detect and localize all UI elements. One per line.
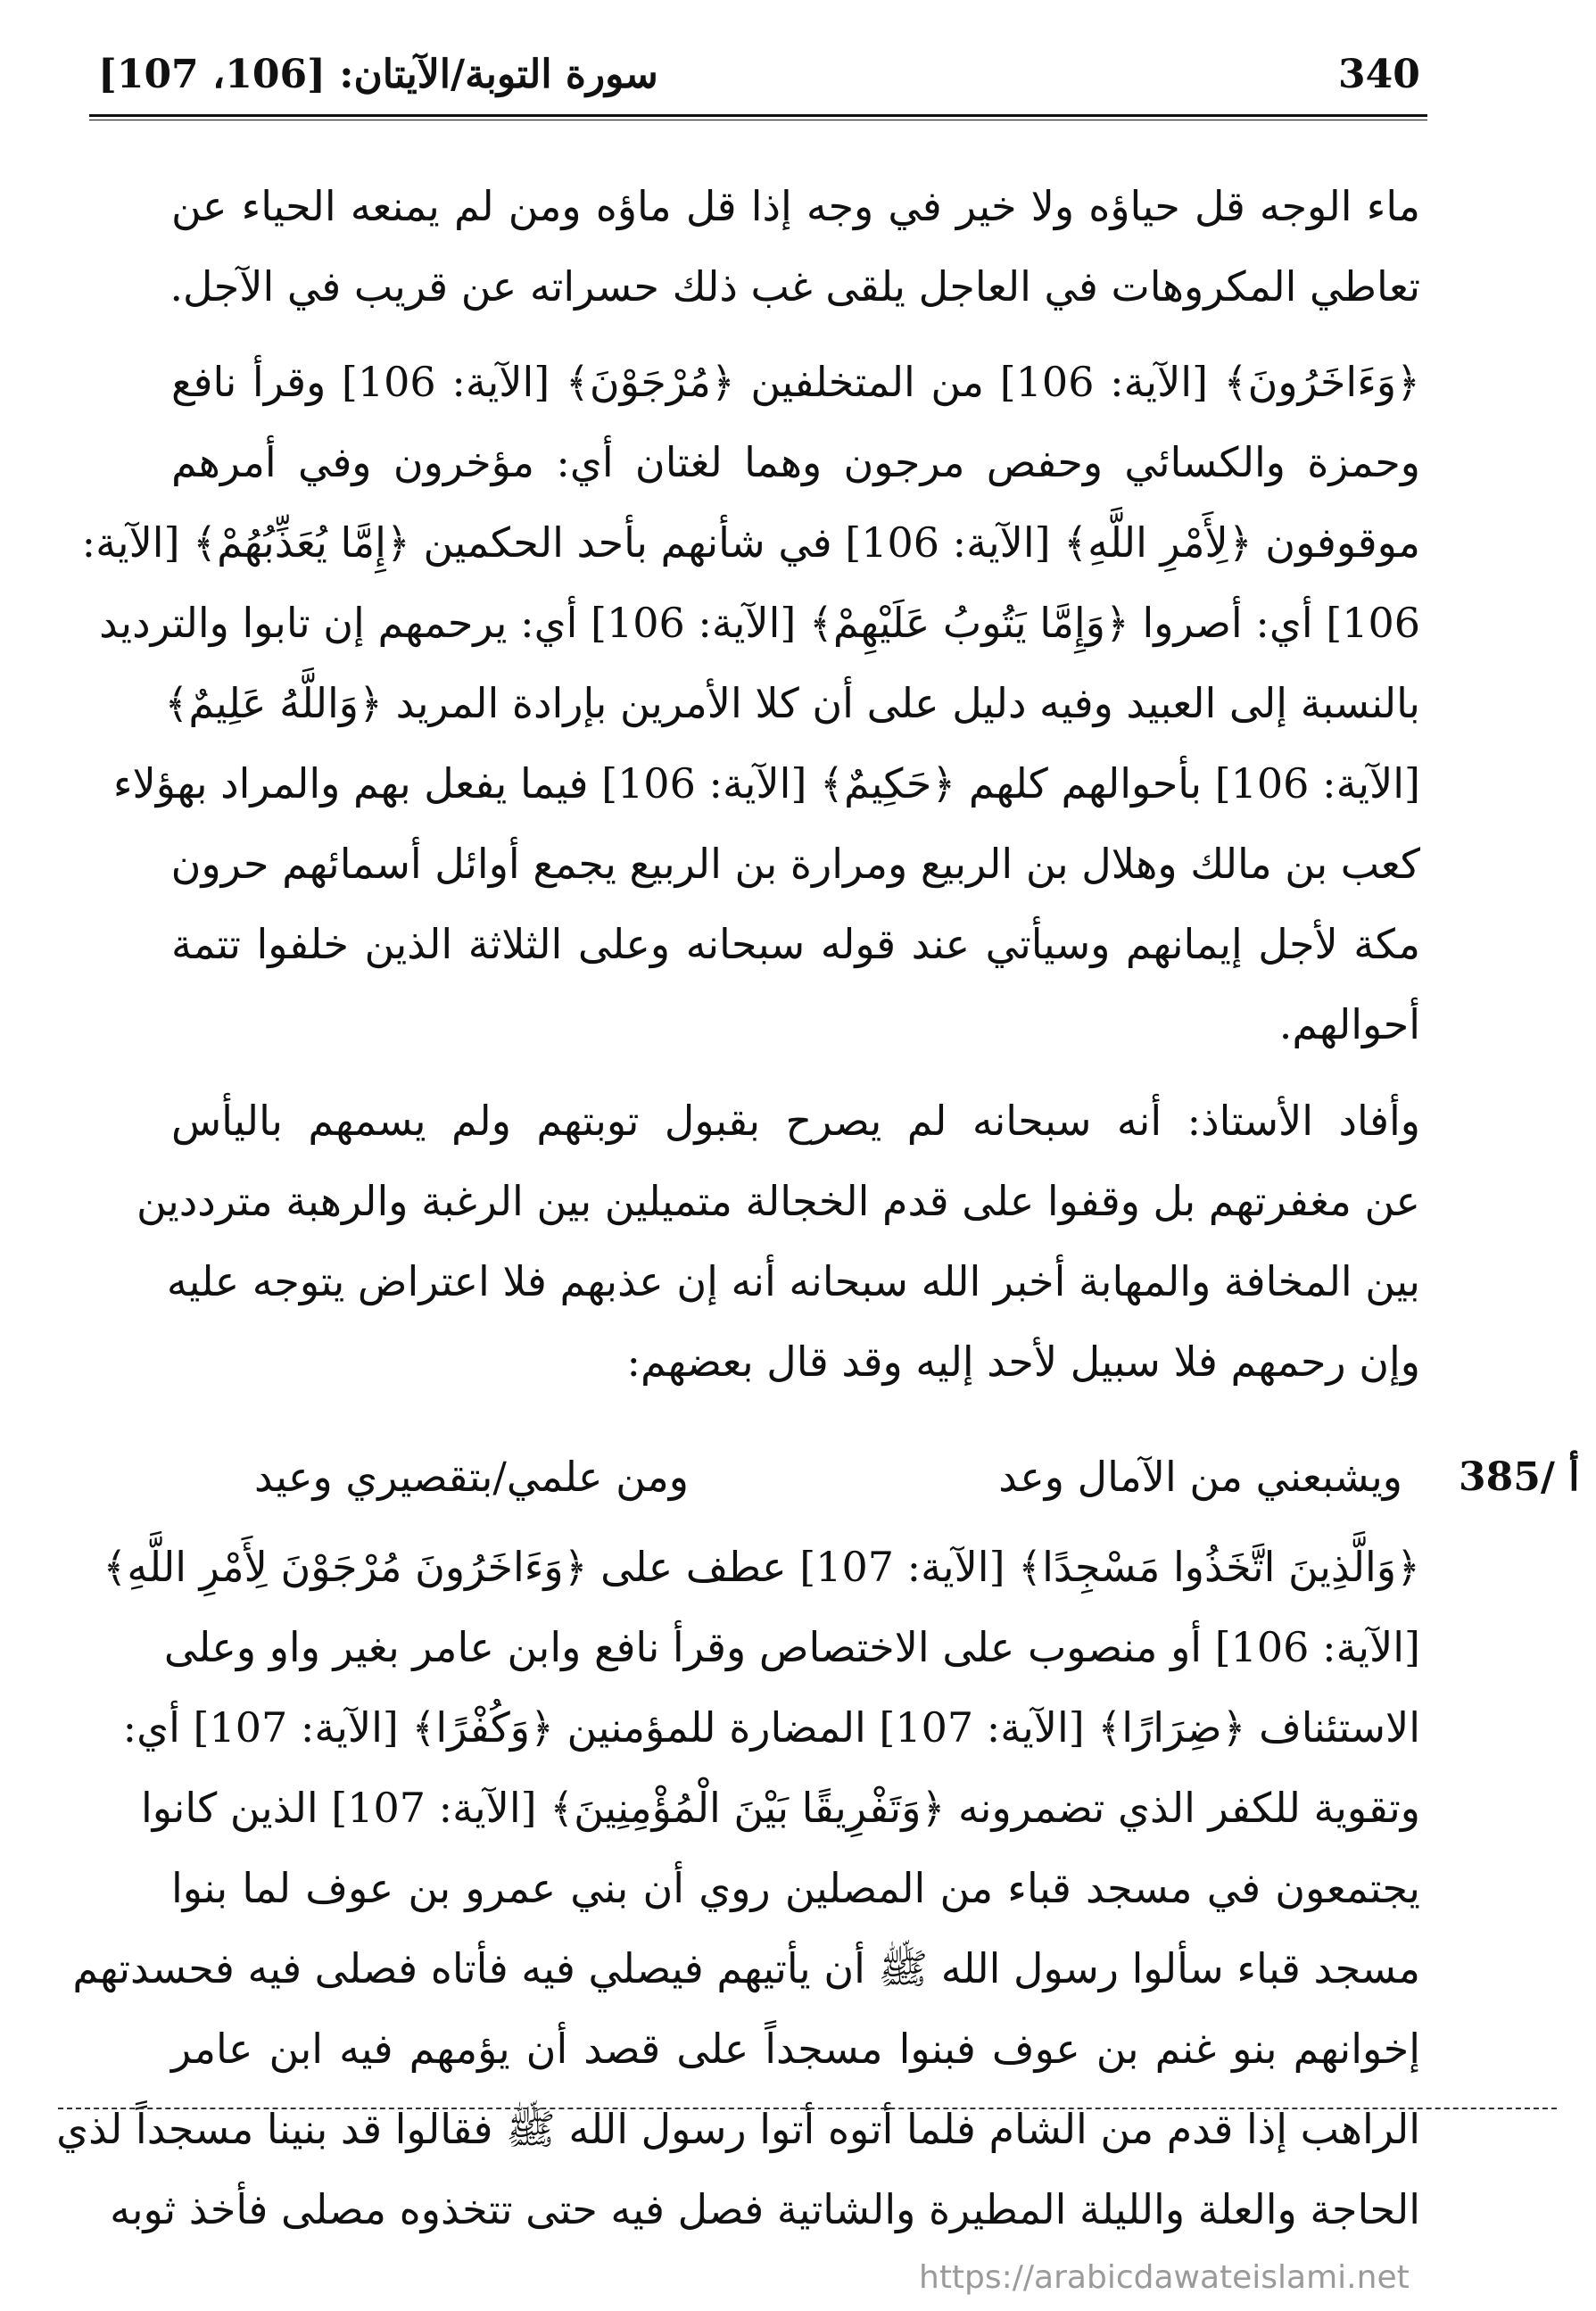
text-line: ﴿وَءَاخَرُونَ﴾ [الآية: 106] من المتخلفين ﴿مُرْجَوْنَ﴾ [الآية: 106] وقرأ نافع: [171, 358, 1420, 406]
text-line: مكة لأجل إيمانهم وسيأتي عند قوله سبحانه وعلى الثلاثة الذين خلفوا تتمة: [171, 920, 1420, 968]
text-line: تعاطي المكروهات في العاجل يلقى غب ذلك حسراته عن قريب في الآجل.: [170, 262, 1420, 311]
watermark-url: https://arabicdawateislami.net: [919, 2259, 1410, 2296]
text-line: عن مغفرتهم بل وقفوا على قدم الخجالة متميلين بين الرغبة والرهبة مترددين: [136, 1177, 1420, 1225]
poem-line: [171, 1453, 1420, 1501]
text-line: يجتمعون في مسجد قباء من المصلين روي أن بني عمرو بن عوف لما بنوا: [171, 1864, 1420, 1912]
text-line: كعب بن مالك وهلال بن الربيع ومرارة بن الربيع يجمع أوائل أسمائهم حرون: [170, 840, 1420, 888]
running-title: سورة التوبة/الآيتان: [106، 107]: [98, 52, 658, 97]
text-line: وتقوية للكفر الذي تضمرونه ﴿وَتَفْرِيقًا بَيْنَ الْمُؤْمِنِينَ﴾ [الآية: 107] الذين كانوا: [141, 1784, 1420, 1832]
text-line: وأفاد الأستاذ: أنه سبحانه لم يصرح بقبول توبتهم ولم يسمهم باليأس: [171, 1097, 1420, 1145]
text-line: [الآية: 106] بأحوالهم كلهم ﴿حَكِيمٌ﴾ [الآية: 106] فيما يفعل بهم والمراد بهؤلاء: [112, 759, 1420, 808]
text-line: ماء الوجه قل حياؤه ولا خير في وجه إذا قل ماؤه ومن لم يمنعه الحياء عن: [171, 182, 1420, 230]
text-line: [الآية: 106] أو منصوب على الاختصاص وقرأ نافع وابن عامر بغير واو وعلى: [163, 1623, 1420, 1671]
page-break-dashed-rule: [58, 2108, 1557, 2109]
text-line: وإن رحمهم فلا سبيل لأحد إليه وقد قال بعضهم:: [626, 1338, 1420, 1386]
text-line: أحوالهم.: [1278, 1000, 1420, 1048]
poem-first-hemistich: ويشبعني من الآمال وعد: [998, 1453, 1402, 1501]
text-line: إخوانهم بنو غنم بن عوف فبنوا مسجداً على قصد أن يؤمهم فيه ابن عامر: [171, 2025, 1420, 2073]
margin-note: 385/ أ: [1459, 1454, 1580, 1500]
header-rule: [89, 114, 1427, 120]
poem-second-hemistich: ومن علمي/بتقصيري وعيد: [253, 1453, 689, 1501]
text-line: مسجد قباء سألوا رسول الله ﷺ أن يأتيهم فيصلي فيه فأتاه فصلى فيه فحسدتهم: [72, 1944, 1420, 1992]
text-line: بين المخافة والمهابة أخبر الله سبحانه أنه إن عذبهم فلا اعتراض يتوجه عليه: [166, 1257, 1420, 1305]
text-line: ﴿وَالَّذِينَ اتَّخَذُوا مَسْجِدًا﴾ [الآية: 107] عطف على ﴿وَءَاخَرُونَ مُرْجَوْنَ لِأَمْرِ اللَّهِ﴾: [103, 1543, 1420, 1591]
text-line: الراهب إذا قدم من الشام فلما أتوه أتوا رسول الله ﷺ فقالوا قد بنينا مسجداً لذي: [56, 2105, 1420, 2153]
text-line: وحمزة والكسائي وحفص مرجون وهما لغتان أي: مؤخرون وفي أمرهم: [171, 438, 1420, 486]
text-line: 106] أي: أصروا ﴿وَإِمَّا يَتُوبُ عَلَيْهِمْ﴾ [الآية: 106] أي: يرحمهم إن تابوا والترديد: [99, 599, 1420, 647]
text-line: بالنسبة إلى العبيد وفيه دليل على أن كلا الأمرين بإرادة المريد ﴿وَاللَّهُ عَلِيمٌ﴾: [164, 679, 1420, 727]
page-number: 340: [1338, 52, 1420, 97]
text-line: الاستئناف ﴿ضِرَارًا﴾ [الآية: 107] المضارة للمؤمنين ﴿وَكُفْرًا﴾ [الآية: 107] أي:: [122, 1703, 1420, 1752]
text-line: موقوفون ﴿لِأَمْرِ اللَّهِ﴾ [الآية: 106] في شأنهم بأحد الحكمين ﴿إِمَّا يُعَذِّبُهُمْ﴾ [الآية:: [81, 518, 1420, 567]
text-line: الحاجة والعلة والليلة المطيرة والشاتية فصل فيه حتى تتخذوه مصلى فأخذ ثوبه: [110, 2185, 1420, 2233]
